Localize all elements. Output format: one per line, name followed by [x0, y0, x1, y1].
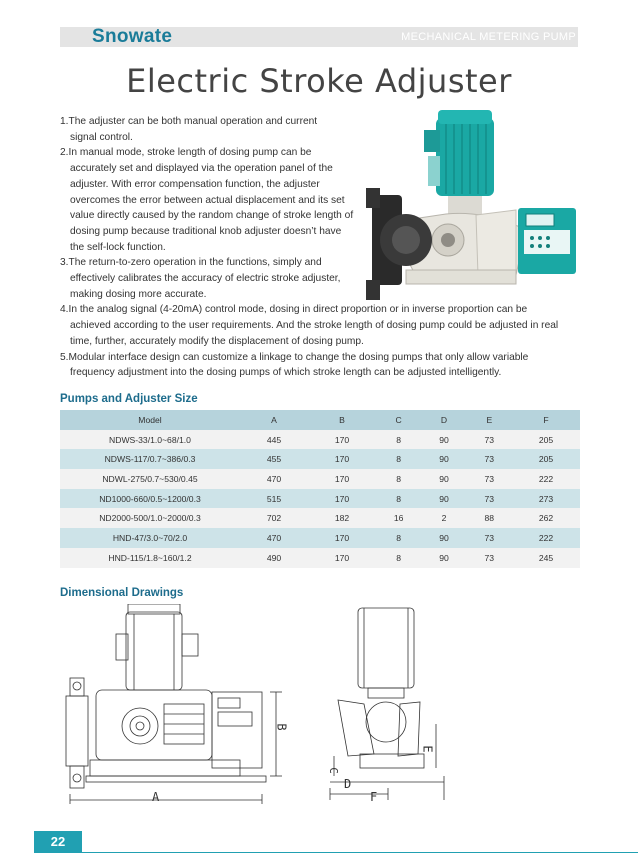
table-cell: 170 [308, 430, 376, 450]
table-cell: 16 [376, 508, 421, 528]
side-view-drawing [56, 604, 292, 808]
dimension-label-c: C [326, 767, 340, 774]
feature-num: 4. [60, 304, 69, 316]
table-cell: NDWS-33/1.0~68/1.0 [60, 430, 240, 450]
table-cell: 2 [421, 508, 466, 528]
table-cell: 8 [376, 489, 421, 509]
table-cell: 90 [421, 548, 466, 568]
table-cell: 490 [240, 548, 308, 568]
table-cell: 455 [240, 449, 308, 469]
table-cell: 170 [308, 548, 376, 568]
table-cell: 8 [376, 528, 421, 548]
table-cell: 470 [240, 469, 308, 489]
table-cell: 262 [512, 508, 580, 528]
table-cell: 90 [421, 489, 466, 509]
table-cell: 90 [421, 430, 466, 450]
table-cell: 222 [512, 528, 580, 548]
drawings-section-title: Dimensional Drawings [60, 587, 184, 599]
table-header-cell: Model [60, 410, 240, 430]
feature-num: 5. [60, 351, 69, 363]
table-cell: 170 [308, 469, 376, 489]
table-cell: 273 [512, 489, 580, 509]
table-cell: 8 [376, 449, 421, 469]
table-cell: 170 [308, 528, 376, 548]
dimension-label-e: E [420, 745, 435, 753]
feature-num: 1. [60, 116, 69, 127]
feature-num: 2. [60, 147, 69, 159]
brand-logo [92, 26, 172, 48]
table-header-cell: E [467, 410, 512, 430]
table-cell: 170 [308, 449, 376, 469]
table-row [60, 430, 580, 450]
table-header-cell: D [421, 410, 466, 430]
feature-text: The adjuster can be both manual operation and current signal control. [68, 116, 318, 143]
table-cell: 470 [240, 528, 308, 548]
table-cell: 702 [240, 508, 308, 528]
feature-item [60, 255, 352, 302]
table-cell: 445 [240, 430, 308, 450]
table-cell: 73 [467, 528, 512, 548]
table-cell: ND2000-500/1.0~2000/0.3 [60, 508, 240, 528]
feature-item [60, 350, 560, 381]
table-row [60, 469, 580, 489]
logo-text: Snowate [92, 26, 173, 47]
feature-item [60, 114, 330, 145]
table-row [60, 489, 580, 509]
footer-divider [82, 852, 638, 853]
dimension-label-a: A [152, 790, 160, 804]
dimension-label-b: B [274, 723, 289, 731]
table-cell: NDWL-275/0.7~530/0.45 [60, 469, 240, 489]
table-cell: HND-115/1.8~160/1.2 [60, 548, 240, 568]
table-cell: 73 [467, 430, 512, 450]
feature-text: In manual mode, stroke length of dosing pump can be accurately set and displayed via the operation panel of the adjuster. With error compensation function, the adjuster overcomes the error between actual displacement and its set value directly caused by the random change of stroke length of dosing pump because traditional knob adjuster doesn’t have the self-lock function. [68, 147, 354, 253]
pump-product-photo [366, 110, 586, 320]
table-header-cell: B [308, 410, 376, 430]
pump-size-table [60, 410, 580, 568]
feature-text: In the analog signal (4-20mA) control mode, dosing in direct proportion or in inverse proportion can be achieved according to the user requirements. And the stroke length of dosing pump could be adjusted in real time, further, accurately modify the displacement of dosing pump. [68, 304, 559, 347]
feature-text: Modular interface design can customize a linkage to change the dosing pumps that only allow variable frequency adjustment into the dosing pumps of which stroke length can be adjusted intelligently. [68, 351, 529, 379]
feature-num: 3. [60, 257, 69, 269]
table-cell: 90 [421, 449, 466, 469]
table-cell: HND-47/3.0~70/2.0 [60, 528, 240, 548]
table-section-title: Pumps and Adjuster Size [60, 393, 198, 405]
table-cell: 8 [376, 548, 421, 568]
feature-text: The return-to-zero operation in the functions, simply and effectively calibrates the accuracy of electric stroke adjuster, making dosing more accurate. [68, 257, 341, 300]
page-title: Electric Stroke Adjuster [126, 62, 512, 100]
feature-item [60, 145, 355, 255]
table-cell: 90 [421, 469, 466, 489]
table-cell: 222 [512, 469, 580, 489]
page-number: 22 [34, 831, 82, 853]
dimension-label-f: F [370, 790, 378, 804]
table-header-cell: F [512, 410, 580, 430]
table-row [60, 508, 580, 528]
table-header-cell: C [376, 410, 421, 430]
table-cell: 515 [240, 489, 308, 509]
table-cell: 88 [467, 508, 512, 528]
table-cell: 205 [512, 449, 580, 469]
table-cell: 90 [421, 528, 466, 548]
table-cell: 73 [467, 489, 512, 509]
table-cell: 73 [467, 469, 512, 489]
table-header-row [60, 410, 580, 430]
table-row [60, 548, 580, 568]
category-label: MECHANICAL METERING PUMP [401, 31, 576, 43]
table-cell: 182 [308, 508, 376, 528]
table-cell: 170 [308, 489, 376, 509]
table-cell: 205 [512, 430, 580, 450]
table-cell: 8 [376, 430, 421, 450]
table-cell: 8 [376, 469, 421, 489]
dimension-label-d: D [344, 777, 352, 791]
table-cell: ND1000-660/0.5~1200/0.3 [60, 489, 240, 509]
table-cell: 73 [467, 449, 512, 469]
table-cell: NDWS-117/0.7~386/0.3 [60, 449, 240, 469]
table-row [60, 528, 580, 548]
table-header-cell: A [240, 410, 308, 430]
table-cell: 245 [512, 548, 580, 568]
table-row [60, 449, 580, 469]
table-cell: 73 [467, 548, 512, 568]
